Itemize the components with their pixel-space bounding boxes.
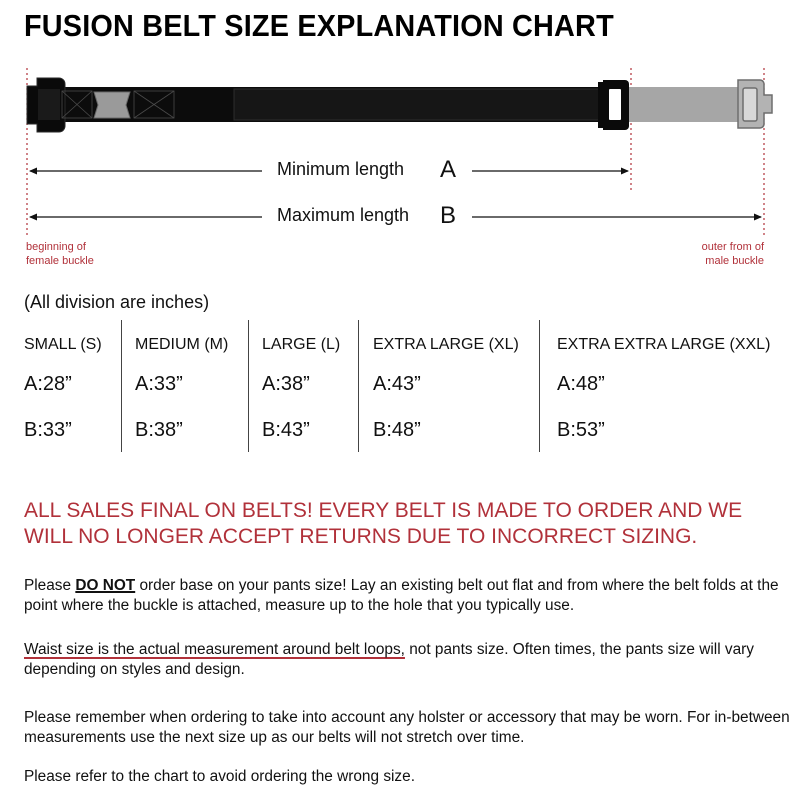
min-length-label: Minimum length <box>273 159 408 180</box>
max-length-label: Maximum length <box>273 205 413 226</box>
page-title: FUSION BELT SIZE EXPLANATION CHART <box>24 8 614 43</box>
p2-post: not pants size. Often times, the pants size will vary depending on styles and design. <box>24 641 754 678</box>
instruction-paragraph-do-not <box>24 576 794 616</box>
size-header: LARGE (L) <box>262 336 341 353</box>
column-divider <box>121 320 122 452</box>
waist-emphasis: Waist size is the actual measurement around belt loops, <box>24 641 405 658</box>
instruction-paragraph-holster: Please remember when ordering to take into account any holster or accessory that may be worn. For in-between measurements use the next size up as our belts will not stretch over time. <box>24 709 790 746</box>
female-buckle-note-line1: beginning of <box>26 241 86 253</box>
size-max-value: B:38” <box>135 419 183 441</box>
column-divider <box>358 320 359 452</box>
female-buckle-note-line2: female buckle <box>26 255 94 267</box>
size-max-value: B:43” <box>262 419 310 441</box>
do-not-emphasis: DO NOT <box>75 577 136 594</box>
size-max-value: B:48” <box>373 419 421 441</box>
size-min-value: A:38” <box>262 373 310 395</box>
sales-final-warning <box>24 498 794 550</box>
warning-line1: ALL SALES FINAL ON BELTS! EVERY BELT IS MADE TO ORDER AND WE <box>24 499 743 522</box>
size-min-value: A:33” <box>135 373 183 395</box>
size-max-value: B:53” <box>557 419 605 441</box>
size-min-value: A:28” <box>24 373 72 395</box>
column-divider <box>248 320 249 452</box>
size-header: EXTRA LARGE (XL) <box>373 336 519 353</box>
belt-keeper <box>94 92 130 118</box>
size-header: SMALL (S) <box>24 336 102 353</box>
unit-note: (All division are inches) <box>24 292 210 312</box>
male-buckle-note <box>702 240 764 268</box>
male-buckle-note-line1: outer from of <box>701 241 764 253</box>
instruction-paragraph-refer: Please refer to the chart to avoid ordering the wrong size. <box>24 768 415 785</box>
p1-pre: Please <box>24 577 76 594</box>
size-max-value: B:33” <box>24 419 72 441</box>
belt-diagram <box>0 60 800 275</box>
size-header: MEDIUM (M) <box>135 336 229 353</box>
size-min-value: A:43” <box>373 373 421 395</box>
max-length-letter: B <box>436 202 460 230</box>
belt-extension <box>628 87 740 122</box>
p1-post: order base on your pants size! Lay an existing belt out flat and from where the belt folds at the point where the buckle is attached, measure up to the hole that you typically use. <box>24 577 779 614</box>
male-buckle-note-line2: male buckle <box>705 255 764 267</box>
size-header: EXTRA EXTRA LARGE (XXL) <box>557 336 771 353</box>
female-buckle-note <box>26 240 94 268</box>
size-min-value: A:48” <box>557 373 605 395</box>
warning-line2: WILL NO LONGER ACCEPT RETURNS DUE TO INCORRECT SIZING. <box>24 525 698 548</box>
column-divider <box>539 320 540 452</box>
instruction-paragraph-waist <box>24 640 794 680</box>
min-length-letter: A <box>436 156 460 184</box>
